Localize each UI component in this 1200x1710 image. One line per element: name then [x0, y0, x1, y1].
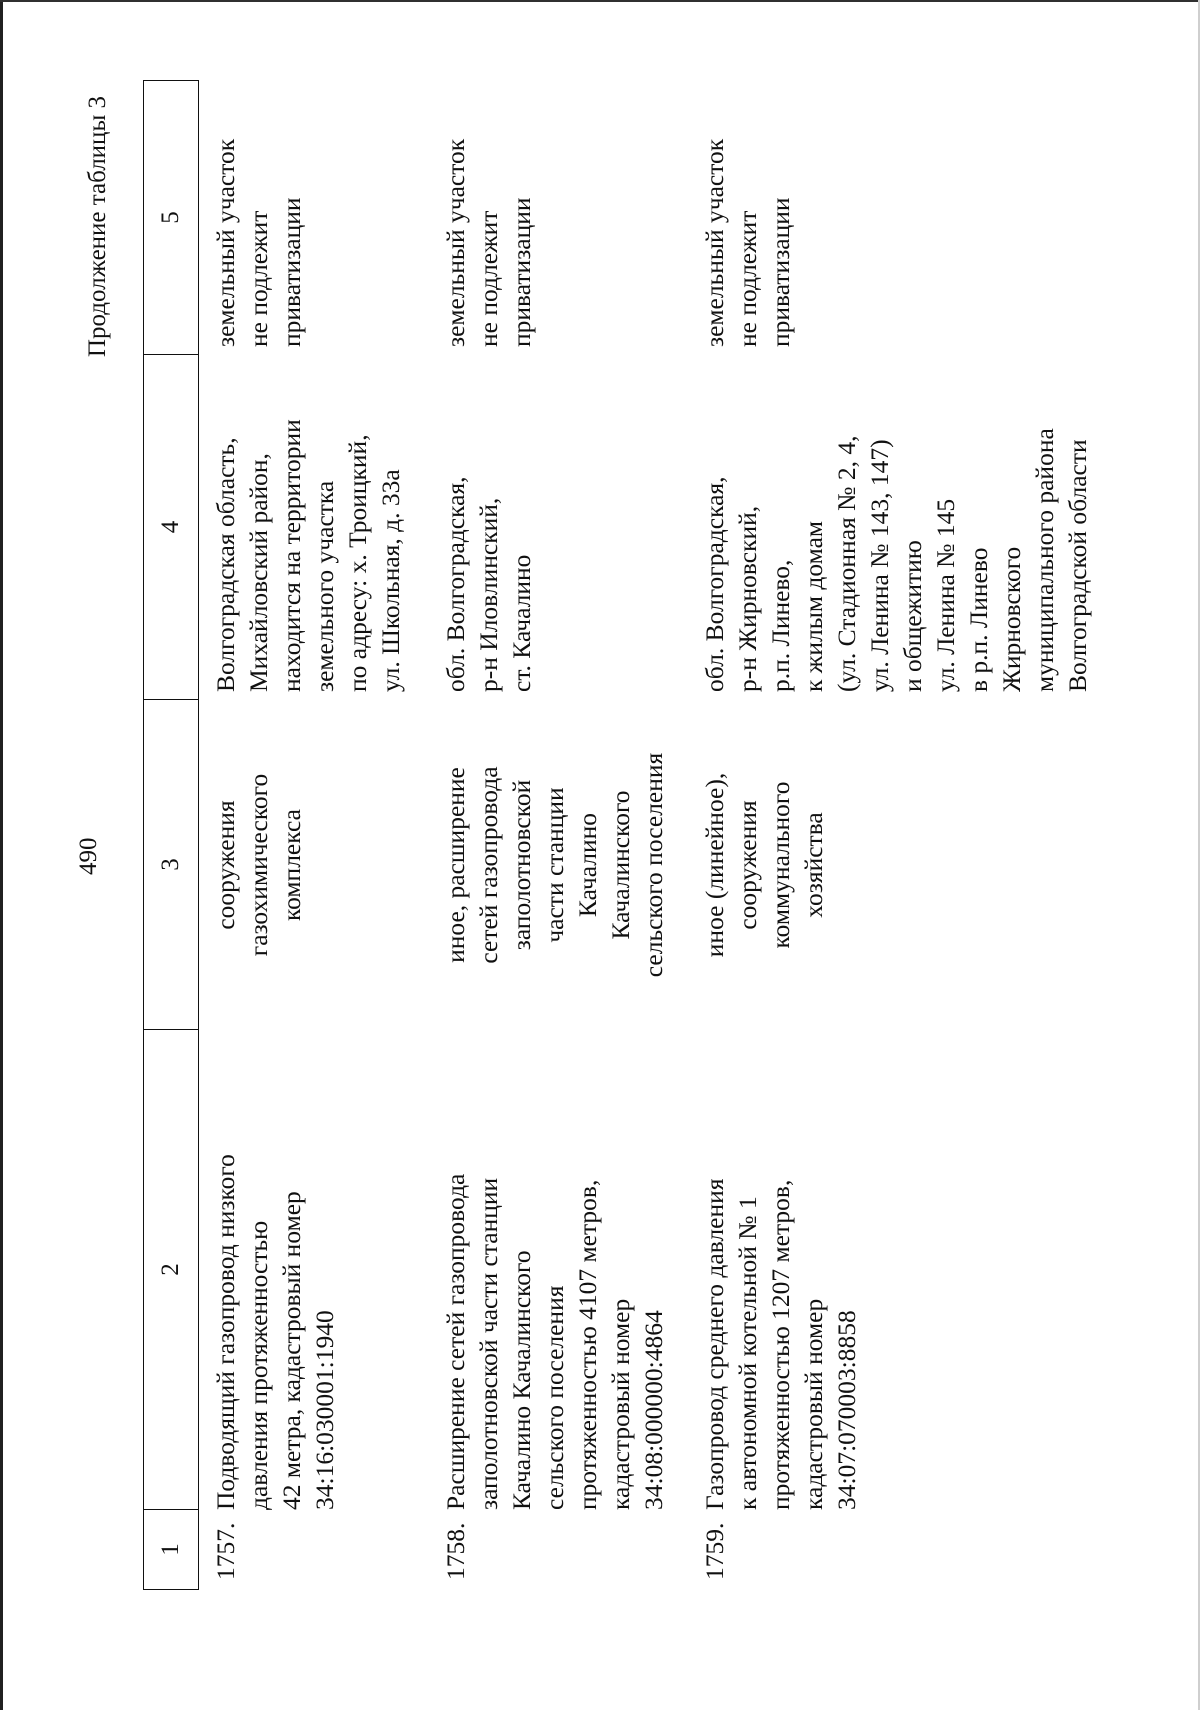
table-header-row — [143, 80, 199, 1590]
object-name: Подводящий газопровод низкого давления протяженностью 42 метра, кадастровый номер 34:16:030001:1940 — [211, 1154, 339, 1510]
object-address: обл. Волгоградская, р-н Иловлинский, ст. Качалино — [441, 476, 536, 692]
header-col-3: 3 — [144, 700, 198, 1030]
object-purpose: сооружения газохимического комплекса — [211, 773, 306, 957]
property-table — [143, 80, 1193, 1590]
object-address: Волгоградская область, Михайловский район, находится на территории земельного участка по адресу: х. Троицкий, ул. Школьная, д. 33а — [211, 419, 405, 692]
header-col-5: 5 — [144, 80, 198, 355]
object-name: Расширение сетей газопровода заполотновской части станции Качалино Качалинского сельского поселения протяженностью 4107 метров, кадастровый номер 34:08:000000:4864 — [441, 1173, 668, 1510]
object-purpose: иное (линейное), сооружения коммунального хозяйства — [700, 772, 828, 958]
object-note: земельный участок не подлежит приватизации — [441, 138, 536, 347]
header-col-4: 4 — [144, 355, 198, 700]
row-number: 1759. — [700, 1522, 729, 1580]
object-name: Газопровод среднего давления к автономной котельной № 1 протяженностью 1207 метров, кадастровый номер 34:07:070003:8858 — [700, 1178, 861, 1510]
object-note: земельный участок не подлежит приватизации — [211, 138, 306, 347]
object-purpose: иное, расширение сетей газопровода заполотновской части станции Качалино Качалинского сельского поселения — [441, 752, 668, 978]
header-col-1: 1 — [144, 1510, 198, 1590]
table-continuation-title: Продолжение таблицы 3 — [84, 96, 111, 358]
row-number: 1757. — [211, 1522, 240, 1580]
page-number: 490 — [75, 837, 102, 875]
object-address: обл. Волгоградская, р-н Жирновский, р.п. Линево, к жилым домам (ул. Стадионная № 2, 4, ул. Ленина № 143, 147) и общежитию ул. Ленина № 145 в р.п. Линево Жирновского муниципального района Волгоградской области — [700, 428, 1092, 692]
row-number: 1758. — [441, 1522, 470, 1580]
object-note: земельный участок не подлежит приватизации — [700, 138, 795, 347]
header-col-2: 2 — [144, 1030, 198, 1510]
